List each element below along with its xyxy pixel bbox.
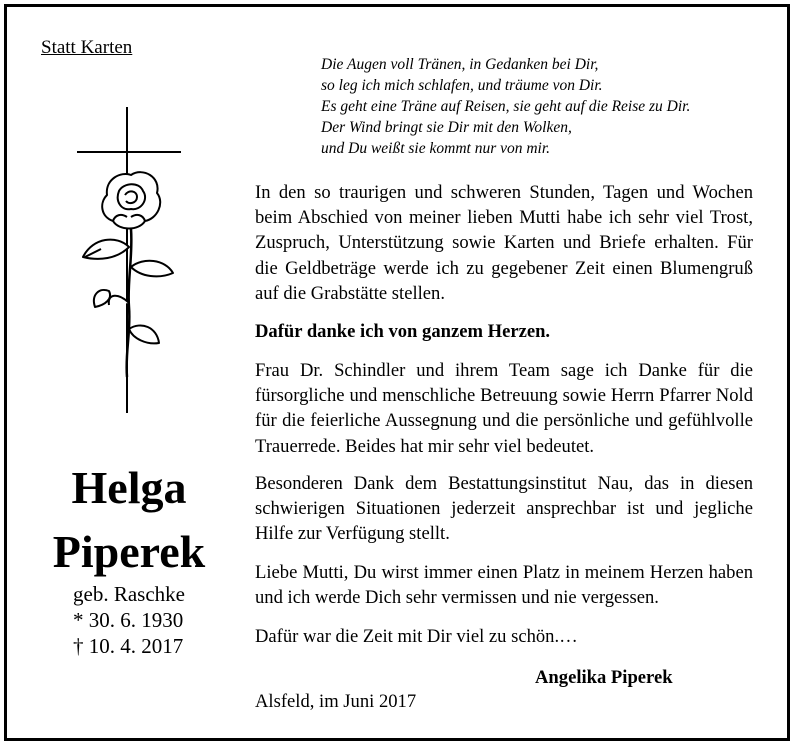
obituary-card (4, 4, 790, 741)
birth-date: * 30. 6. 1930 (73, 608, 184, 632)
death-date: † 10. 4. 2017 (73, 634, 184, 658)
cross-with-rose-icon (69, 107, 183, 413)
paragraph-thanks-support: In den so traurigen und schweren Stunden, Tagen und Wochen beim Abschied von meiner lieben Mutti habe ich sehr viel Trost, Zuspruch, Unterstützung sowie Karten und Briefe erhalten. Für die Geldbeträge werde ich zu gegebener Zeit einen Blumengruß auf die Grabstätte stellen. (255, 182, 753, 304)
paragraph-thanks-care: Frau Dr. Schindler und ihrem Team sage ich Danke für die fürsorgliche und menschliche Betreuung sowie Herrn Pfarrer Nold für die feierliche Aussegnung und die persönliche und gefühlvolle Trauerrede. Beides hat mir sehr viel bedeutet. (255, 360, 753, 457)
poem-line: Es geht eine Träne auf Reisen, sie geht auf die Reise zu Dir. (321, 98, 691, 115)
signer-name: Angelika Piperek (535, 667, 673, 688)
poem-line: Der Wind bringt sie Dir mit den Wolken, (321, 119, 572, 136)
place-and-date: Alsfeld, im Juni 2017 (255, 691, 417, 712)
statt-karten-heading: Statt Karten (41, 37, 133, 58)
poem (321, 54, 690, 159)
paragraph-farewell: Liebe Mutti, Du wirst immer einen Platz in meinem Herzen haben und ich werde Dich sehr vermissen und nie vergessen. (255, 562, 753, 609)
poem-line: so leg ich mich schlafen, und träume von Dir. (321, 77, 603, 94)
deceased-last-name: Piperek (52, 526, 206, 577)
poem-line: und Du weißt sie kommt nur von mir. (321, 140, 551, 157)
birth-name: geb. Raschke (73, 582, 185, 606)
paragraph-thanks-funeral-home: Besonderen Dank dem Bestattungsinstitut Nau, das in diesen schwierigen Situationen jederzeit ansprechbar ist und jegliche Hilfe zur Verfügung stellt. (255, 473, 753, 545)
paragraph-heartfelt-thanks: Dafür danke ich von ganzem Herzen. (255, 321, 551, 342)
deceased-details (73, 581, 185, 659)
paragraph-closing: Dafür war die Zeit mit Dir viel zu schön.… (255, 626, 578, 647)
poem-line: Die Augen voll Tränen, in Gedanken bei Dir, (321, 56, 599, 73)
deceased-first-name: Helga (71, 462, 187, 513)
